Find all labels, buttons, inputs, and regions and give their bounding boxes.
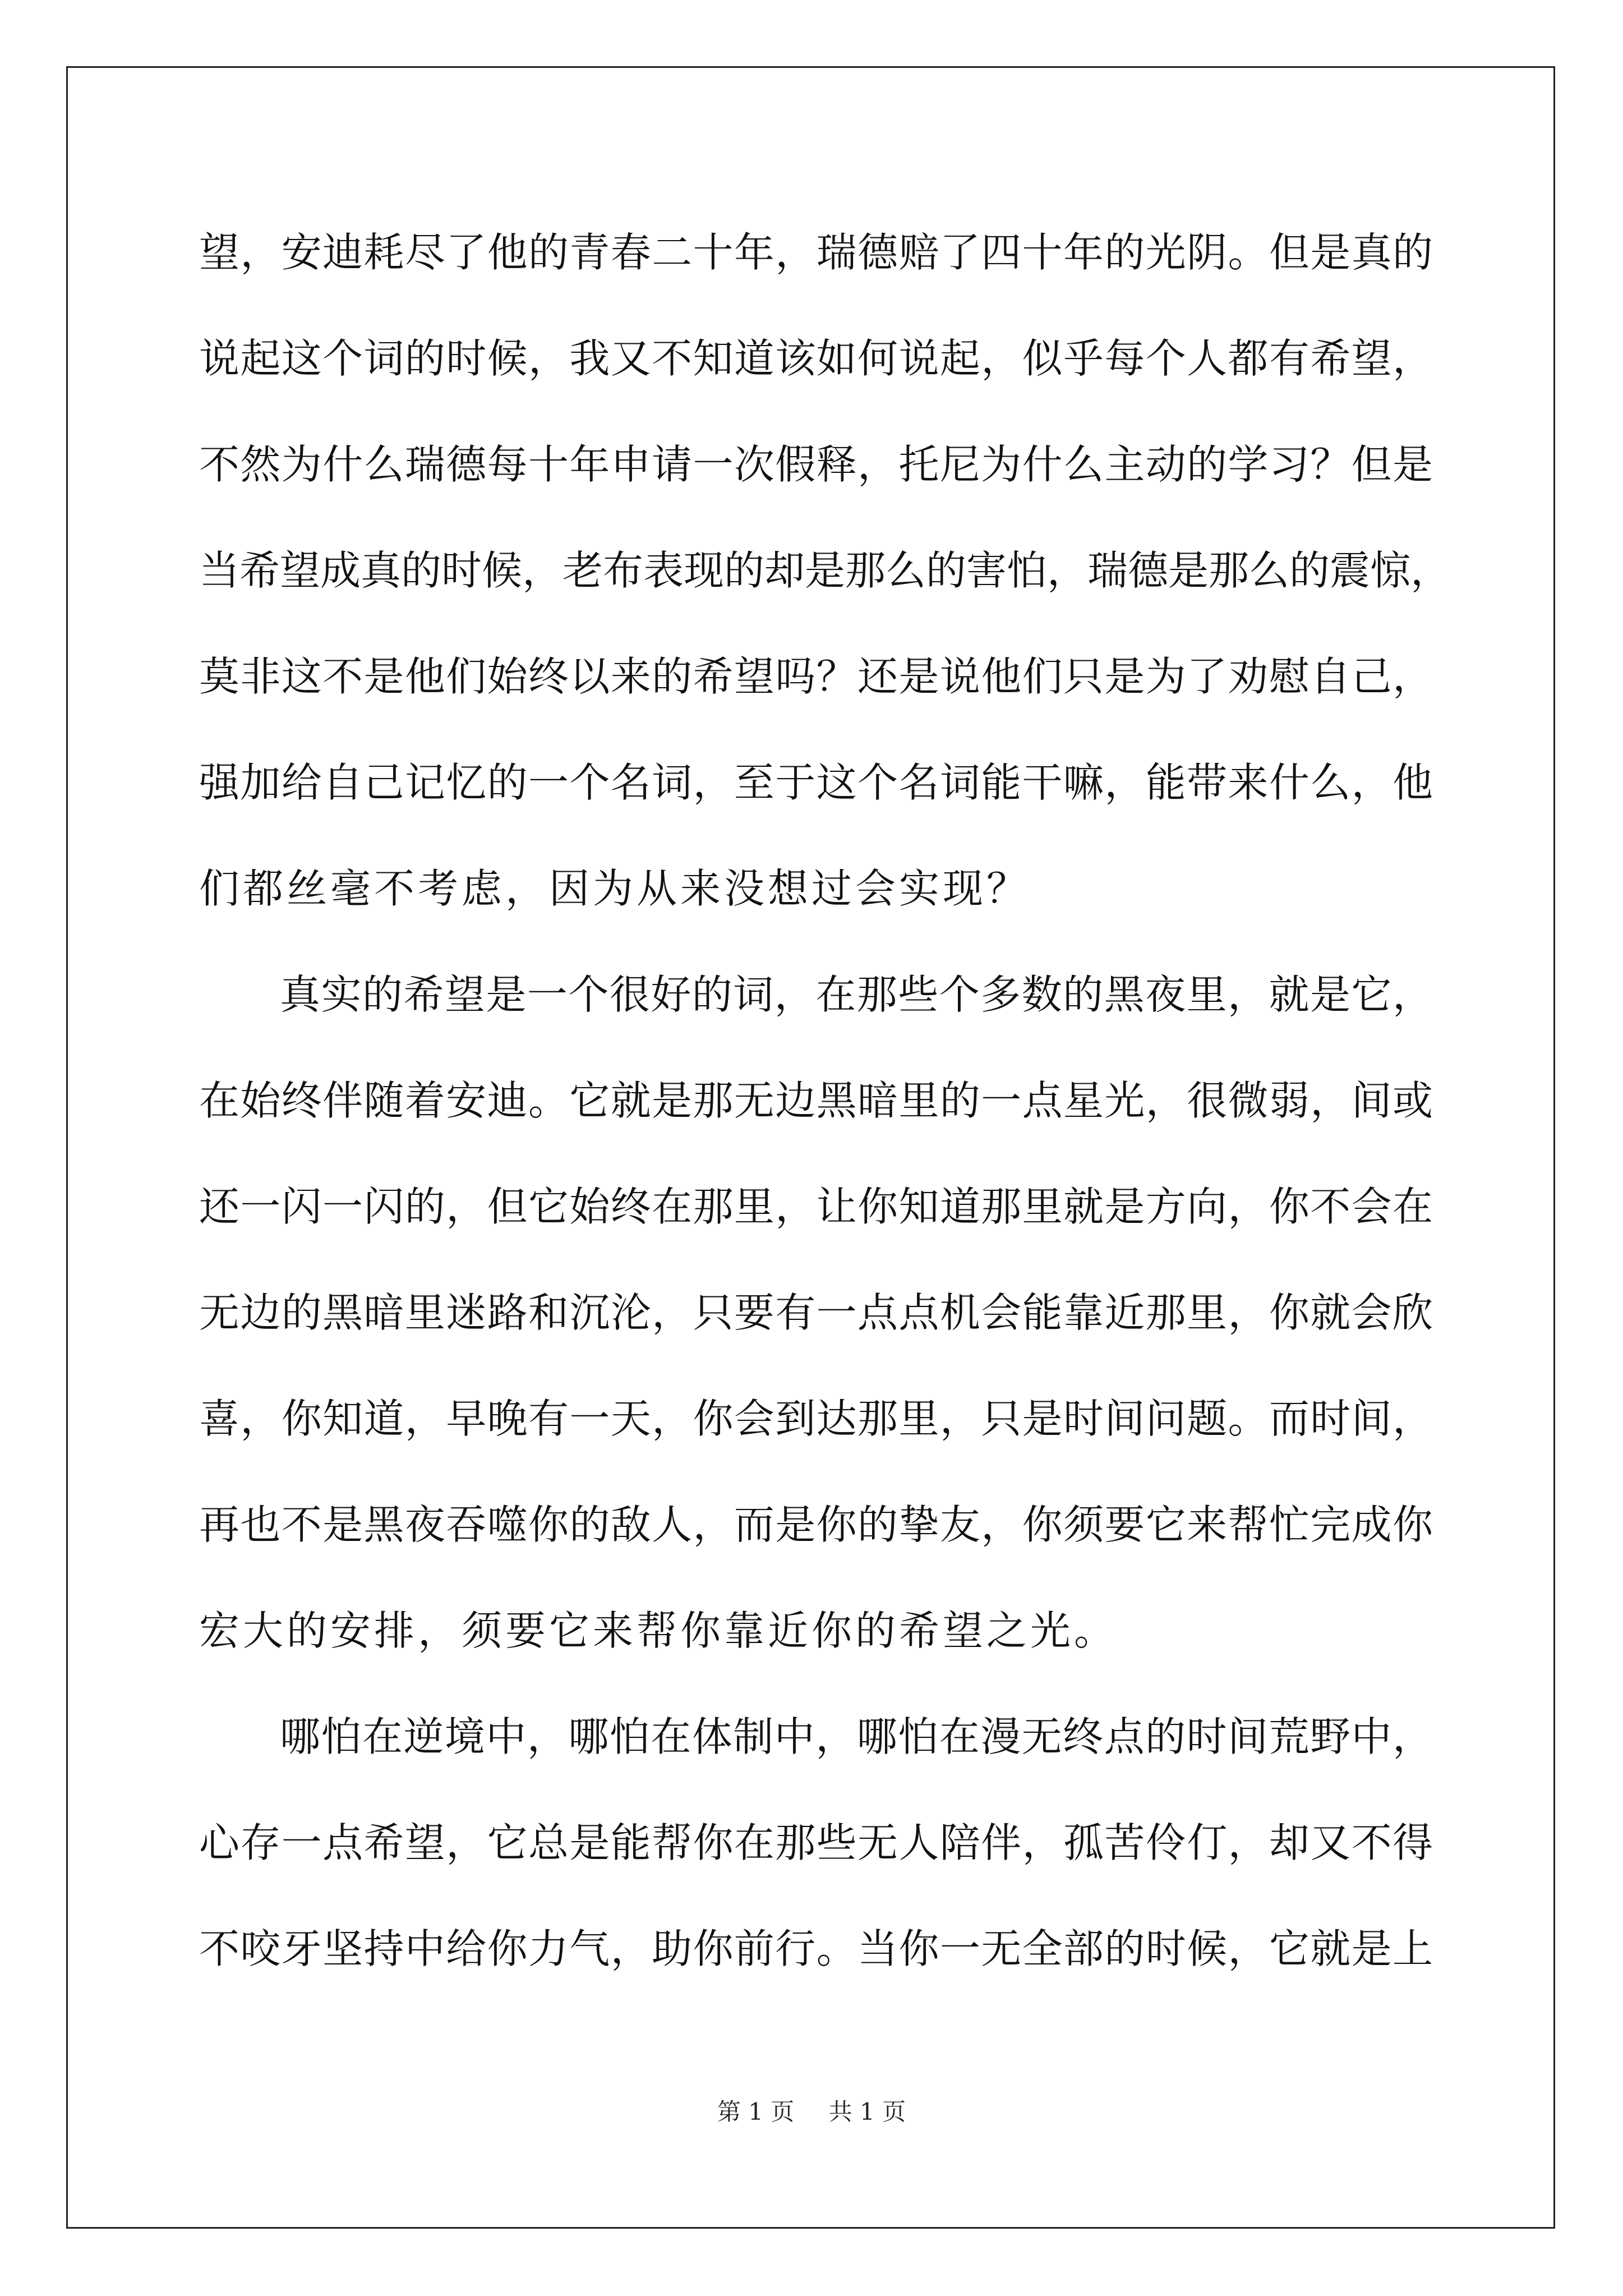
- page-footer: [0, 2095, 1623, 2129]
- text-line: 宏大的安排，须要它来帮你靠近你的希望之光。: [199, 1607, 1118, 1654]
- text-line: 当希望成真的时候，老布表现的却是那么的害怕，瑞德是那么的震惊，: [199, 547, 1451, 594]
- text-line: 再也不是黑夜吞噬你的敌人，而是你的挚友，你须要它来帮忙完成你: [199, 1501, 1433, 1548]
- text-line: 喜，你知道，早晚有一天，你会到达那里，只是时间问题。而时间，: [199, 1395, 1433, 1442]
- text-line: 莫非这不是他们始终以来的希望吗？还是说他们只是为了劝慰自己，: [199, 653, 1433, 700]
- text-line: 心存一点希望，它总是能帮你在那些无人陪伴，孤苦伶仃，却又不得: [199, 1819, 1433, 1866]
- text-line: 还一闪一闪的，但它始终在那里，让你知道那里就是方向，你不会在: [199, 1183, 1433, 1230]
- text-line: 哪怕在逆境中，哪怕在体制中，哪怕在漫无终点的时间荒野中，: [280, 1713, 1433, 1760]
- text-line: 不然为什么瑞德每十年申请一次假释，托尼为什么主动的学习？但是: [199, 441, 1433, 488]
- text-line: 强加给自己记忆的一个名词，至于这个名词能干嘛，能带来什么，他: [199, 759, 1433, 806]
- text-line: 不咬牙坚持中给你力气，助你前行。当你一无全部的时候，它就是上: [199, 1925, 1433, 1972]
- text-line: 们都丝毫不考虑，因为从来没想过会实现？: [199, 865, 1031, 912]
- text-line: 望，安迪耗尽了他的青春二十年，瑞德赔了四十年的光阴。但是真的: [199, 229, 1433, 276]
- page-number-current: 第 1 页: [717, 2098, 795, 2125]
- text-line: 在始终伴随着安迪。它就是那无边黑暗里的一点星光，很微弱，间或: [199, 1077, 1433, 1124]
- text-line: 无边的黑暗里迷路和沉沦，只要有一点点机会能靠近那里，你就会欣: [199, 1289, 1433, 1336]
- text-line: 真实的希望是一个很好的词，在那些个多数的黑夜里，就是它，: [280, 971, 1433, 1018]
- text-line: 说起这个词的时候，我又不知道该如何说起，似乎每个人都有希望，: [199, 335, 1433, 382]
- document-body: [199, 222, 1451, 2024]
- page-number-total: 共 1 页: [828, 2098, 906, 2125]
